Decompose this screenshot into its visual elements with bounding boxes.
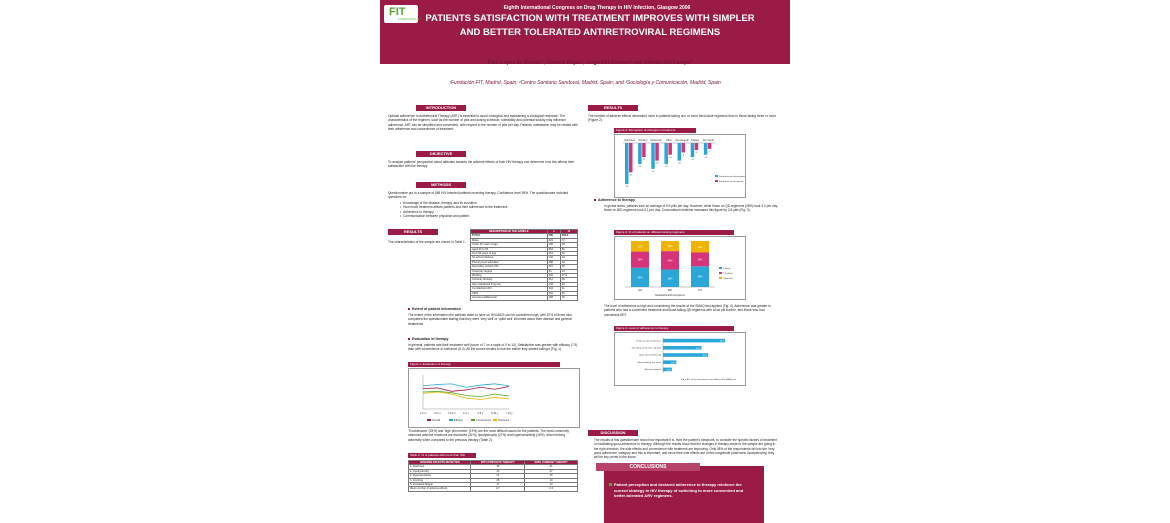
fig4-chart [615,333,745,385]
bar [668,143,672,155]
data-label: -8 [682,154,685,157]
affiliations: ¹Fundación FIT, Madrid, Spain; ²Centro Sanitario Sandoval, Madrid, Spain; and ³Sociología y Comunicación, Madrid, Spain [449,80,721,86]
table-cell: 113 [547,252,560,256]
data-label: -12 [690,159,694,162]
sample-table [470,229,578,301]
table-cell: University degree [471,269,548,273]
legend-label: 3 pills/d [723,268,731,270]
methods-text: Questionnaire put to a sample of 585 HIV-infected patients receiving therapy. Confidence level 95%. The questionnaire included questions on: [388,191,569,200]
methods-bullet: • Communication between physician and patient. [400,214,580,218]
table-cell: 1. Diarrhoea [409,465,471,469]
table-cell: 100.0 [560,234,577,238]
data-label: -18 [664,166,668,169]
bar [704,143,708,155]
data-label: 18% [670,362,676,365]
category-label: BID [668,289,672,292]
data-label: -22 [651,170,655,173]
table-cell: 41 [560,287,577,291]
table-row [409,487,578,491]
table-cell: 21 [471,474,525,478]
legend-label: Efficacy [454,419,464,422]
fig3-caption: Figure 3. % of patients on different dosing regimens [614,230,734,235]
data-label: 25% [697,245,703,249]
table-cell: 291 [547,291,560,295]
table-cell: 142 [547,256,560,260]
table-cell: 212 [547,278,560,282]
sample-table-title: DESCRIPTION OF THE SAMPLE [471,230,548,234]
table-cell: 16 [525,474,578,478]
data-label: 45% [697,275,703,279]
data-label: 52% [696,347,701,350]
fig2-chart [615,135,745,197]
category-label: Diarrhoea [624,139,635,142]
category-label: Stop when feeling well [639,354,661,357]
table-cell: 18 [560,243,577,247]
data-label: 38% [667,277,673,281]
table-cell: 36 [560,278,577,282]
data-label: 42% [637,276,643,280]
data-label: -18 [638,166,642,169]
authors: Pelo López de Munain¹, Daniela Rojas¹, Jorge Del Romero² and Alfredo Del Campo³ [487,60,693,66]
table-cell: 43 [471,469,525,473]
table-cell: 2. Lipodystrophy [409,469,471,473]
bar [663,353,708,357]
bar [638,143,642,164]
bar [625,143,629,184]
data-label: -15 [677,162,681,165]
table-cell: 585 [547,234,560,238]
methods-bullet: • Adherence to therapy. [400,210,580,214]
category-label: Forget to take medication [636,340,661,343]
data-label: 61% [702,355,708,358]
x-axis-label: Medications/Prescriptions [655,294,685,297]
bar [664,143,668,164]
x-tick-label: 7-12 m [447,412,456,415]
legend-label: Convenience [476,419,492,422]
extent-heading: Extent of patient information [408,307,578,311]
conclusions-heading: CONCLUSIONS [596,463,700,471]
fig1-chart [409,369,579,427]
table-cell: Over 50 years of age [471,252,548,256]
table-cell: 364 [547,247,560,251]
discussion-text: The results of this questionnaire show how important it is, from the patient's viewpoint, to consider the specific factors of treatment on facilitating good adherence to therapy. Although the results show that the changes in therapy made to the sample are going in the right direction, the side effects and convenience with treatment are improving. Only 38% of the respondents fall into the 'very good adherence' category and this is important, and since their side effects are of this magnitude (diarrhoea, lipodystrophy) they will be key points in the future. [594,438,777,460]
table-cell: 168 [547,296,560,300]
x-tick-label: 5-10 y [491,412,499,415]
table-cell: 27 [525,469,578,473]
table-cell: 17 [471,483,525,487]
category-label: Other [666,139,672,142]
table-cell: 28 [471,478,525,482]
data-label: -6 [695,152,698,155]
legend-swatch [427,419,431,421]
table-cell: Mean number of adverse effects [409,487,471,491]
table-cell: 134 [547,282,560,286]
sample-col-pct: % [560,230,577,234]
results-right-heading: RESULTS [588,105,638,111]
fig3-chart [615,237,745,299]
table-cell: Has maintained drug use [471,282,548,286]
eval-text: In general, patients rate their treatment well (score of 7 on a scale of 0 to 10). Satisfaction was greater with efficacy (7.5) than with convenience or tolerance (6.4). All the scores tended to rise the earlier they started taking it (Fig. 1). [408,343,578,352]
table-cell: Currently drinking [471,278,548,282]
data-label: 40% [667,259,673,263]
table-cell: 423 [547,238,560,242]
category-label: QD [638,289,642,292]
sample-col-n: n [547,230,560,234]
category-label: Vomiting [638,139,648,142]
table-cell: Aged 36 to 50 [471,247,548,251]
table-cell: 23 [560,282,577,286]
table-cell: TOTAL [471,234,548,238]
adherence-heading: Adherence to therapy [594,198,774,202]
table-cell: No school diploma [471,256,548,260]
table-cell: 37.6 [560,274,577,278]
data-label: 30% [697,258,703,262]
legend-label: 1-2 pills/d [723,273,733,275]
bar [682,143,686,152]
poster [380,0,790,523]
table-cell: 10 [525,478,578,482]
data-label: 22% [667,245,673,249]
table-cell: 220 [547,274,560,278]
data-label: 35% [637,258,643,262]
legend-swatch [719,277,722,279]
x-tick-label: > 10 y [505,412,513,415]
data-label: -15 [655,162,659,165]
table-cell: Males [471,238,548,242]
x-tick-label: 1-3 m [419,412,427,415]
table-cell: Co-infection HCV [471,287,548,291]
legend-swatch [715,175,718,177]
adverse-col: WITH PREVIOUS THERAPY [471,461,525,465]
fig3-chart-box [614,236,746,300]
logo-subtext: FUNDACIÓN FIT [398,17,422,21]
table-cell: 45 [471,465,525,469]
bar [691,143,695,157]
category-label: Fatigue [691,139,700,142]
data-label: 12% [666,369,671,372]
table-cell: 24 [560,256,577,260]
adherence-text-2: The level of adherence is high and considering the results of the SMAQ test applied (Fig. 4). Adherence was greater in patients who had a convenient treatment and those taking QD regimens with a low pill burden, and those who had convenient ART. [604,304,771,317]
legend-swatch [719,272,722,274]
table-cell: 84 [547,269,560,273]
table-cell: Primary level education [471,260,548,264]
table-cell: 62 [560,247,577,251]
bar [678,143,682,161]
bar [695,143,699,150]
fig2-caption: Figure 2. Perception of changes in treatment [614,128,696,133]
intro-heading: INTRODUCTION [416,105,466,111]
table-cell: 2.7 [471,487,525,491]
category-label: Not taking at the time required [631,347,661,350]
legend-swatch [493,419,497,421]
methods-bullet: • How much treatment affects patients and their adherence to the treatment. [400,205,580,209]
table-cell: 72 [560,238,577,242]
table-cell: 3. Hypersensitivity [409,474,471,478]
methods-bullet: • Knowledge of the disease, therapy, and its evolution. [400,201,580,205]
bar [655,143,659,161]
table-cell: 35 [560,265,577,269]
data-label: -25 [629,174,633,177]
table-cell: Secondary school (VS) [471,265,548,269]
series-line [423,384,509,387]
table-cell: 2.4 [525,487,578,491]
category-label: TID [698,289,702,292]
adverse-table [408,460,578,492]
adverse-col: ADVERSE EFFECTS DETECTED [409,461,471,465]
congress-name: Eighth International Congress on Drug Therapy in HIV Infection, Glasgow 2006 [503,5,691,11]
table-cell: Under 36 years of age [471,243,548,247]
fig4-chart-box [614,332,746,386]
table-cell: 108 [547,243,560,247]
table-cell: 5. Increased fatigue [409,483,471,487]
conclusions-text: Patient perception and declared adherence to therapy reinforce the current strategy in HIV therapy of switching to more convenient and better-tolerated ARV regimens. [614,482,754,499]
x-tick-label: 4-6 m [434,412,441,415]
data-label: -5 [708,150,711,153]
logo-text: FIT [389,6,406,18]
fig1-caption: Figure 1. Evaluation of therapy [408,362,560,367]
legend-swatch [719,267,722,269]
intro-text: Optimal adherence to Antiretroviral Therapy (ART) is essential to avoid virological and maintaining a virological response. The characteristics of the regimen, such as the number of pills and dosing schedule, tolerability and potential toxicity may influence adherence. ART can be simplified and convenient, with respect to the number of pills per day. Patients' satisfaction may be related with their adherence and convenience of treatment. [388,114,578,131]
methods-bullets [394,201,580,218]
table-cell: 4. Vomiting [409,478,471,482]
table-cell: Working [471,274,548,278]
data-label: 84% [719,340,725,343]
x-tick-label: 1-2 y [463,412,469,415]
bar [663,339,725,343]
table2-caption: Table 2. % of patients with more than 40s [408,453,476,458]
data-label: -12 [642,159,646,162]
methods-heading: METHODS [416,182,466,188]
objective-heading: OBJECTIVE [416,151,466,157]
data-label: 23% [637,245,643,249]
x-tick-label: 2-5 y [477,412,484,415]
table-cell: 244 [547,287,560,291]
category-label: Dry mouth [702,139,714,142]
fig1-chart-box [408,368,580,428]
results-left-heading: RESULTS [388,229,438,235]
results-right-text: The number of adverse effects decreased more in patients taking one or more fixed-dose regimens than in those taking three or more (Figure 2). [588,114,777,123]
legend-label: Overall [432,419,441,422]
objective-text: To analyse patients' perspective about attitudes towards the adverse effects of their HIV therapy and determine how this affects their satisfaction with the therapy. [388,160,575,169]
table-cell: 32 [560,260,577,264]
extent-text: The extent of the information the patients claim to have on HIV/AIDS can be considered high, with 87% of those who completed the questionnaire stating that they were 'very well' or 'quite well' informed about their disease and general treatments. [408,313,573,326]
legend-label: Tolerance [498,419,510,422]
data-label: -10 [704,156,708,159]
category-label: Missed during last week [637,361,661,364]
table-cell: 49 [560,291,577,295]
table-cell: 31 [525,465,578,469]
table-cell: 188 [547,260,560,264]
category-label: Missed weekend [644,369,661,372]
legend-swatch [449,419,453,421]
eval-heading: Evaluation of therapy [408,337,578,341]
legend-label: Fixed-dose current regimen [719,181,744,183]
category-label: Neurological [675,139,689,142]
legend-label: Fixed-dose one daily regimen [719,176,745,178]
adverse-col: WITH CURRENT THERAPY [525,461,578,465]
bar [651,143,655,169]
table-cell: 207 [547,265,560,269]
data-label: -10 [668,156,672,159]
fig4-caption: Figure 4. Level of adherence to therapy [614,326,734,331]
table-cell: 12 [525,483,578,487]
data-label: -35 [625,186,629,189]
bar [642,143,646,157]
legend-label: Other pills [723,278,733,280]
results-left-text: The characteristics of the sample are shown in Table 1. [388,240,466,244]
table-row [471,296,578,300]
fig2-chart-box [614,134,746,198]
bar [708,143,712,149]
legend-swatch [471,419,475,421]
discussion-heading: DISCUSSION [588,430,638,436]
table-cell: 19 [560,252,577,256]
bar [629,143,633,172]
fig4-note: For a ALL of the interviewers according to the SMAQ test [681,379,737,381]
table-cell: AIDS [471,291,548,295]
table-cell: 14 [560,269,577,273]
poster-title: PATIENTS SATISFACTION WITH TREATMENT IMPROVES WITH SIMPLER AND BETTER TOLERATED ANTIRETROVIRAL REGIMENS [425,13,755,38]
category-label: Abdominal [650,139,662,142]
adherence-text: In global terms, patients took an average of 5.9 pills per day. However, while those on QD regimens (28%) took 3.0 per day, those on BID regimens took 6.1 per day. Concomitant medicine increased this figure by 2.8 pills (Fig. 3). [604,204,778,213]
after-text: 'Troublesome' (25%) and 'high pill number' (19%) are the most difficult issues for the patients. The most commonly observed adverse reactions are diarrhoea (31%), lipodystrophy (27%) and hypersensitivity (16%), which belong adversely when compared to the previous therapy (Table 2). [408,429,569,442]
legend-swatch [715,180,718,182]
table-cell: Homosexual/bisexual [471,296,548,300]
table-cell: 29 [560,296,577,300]
